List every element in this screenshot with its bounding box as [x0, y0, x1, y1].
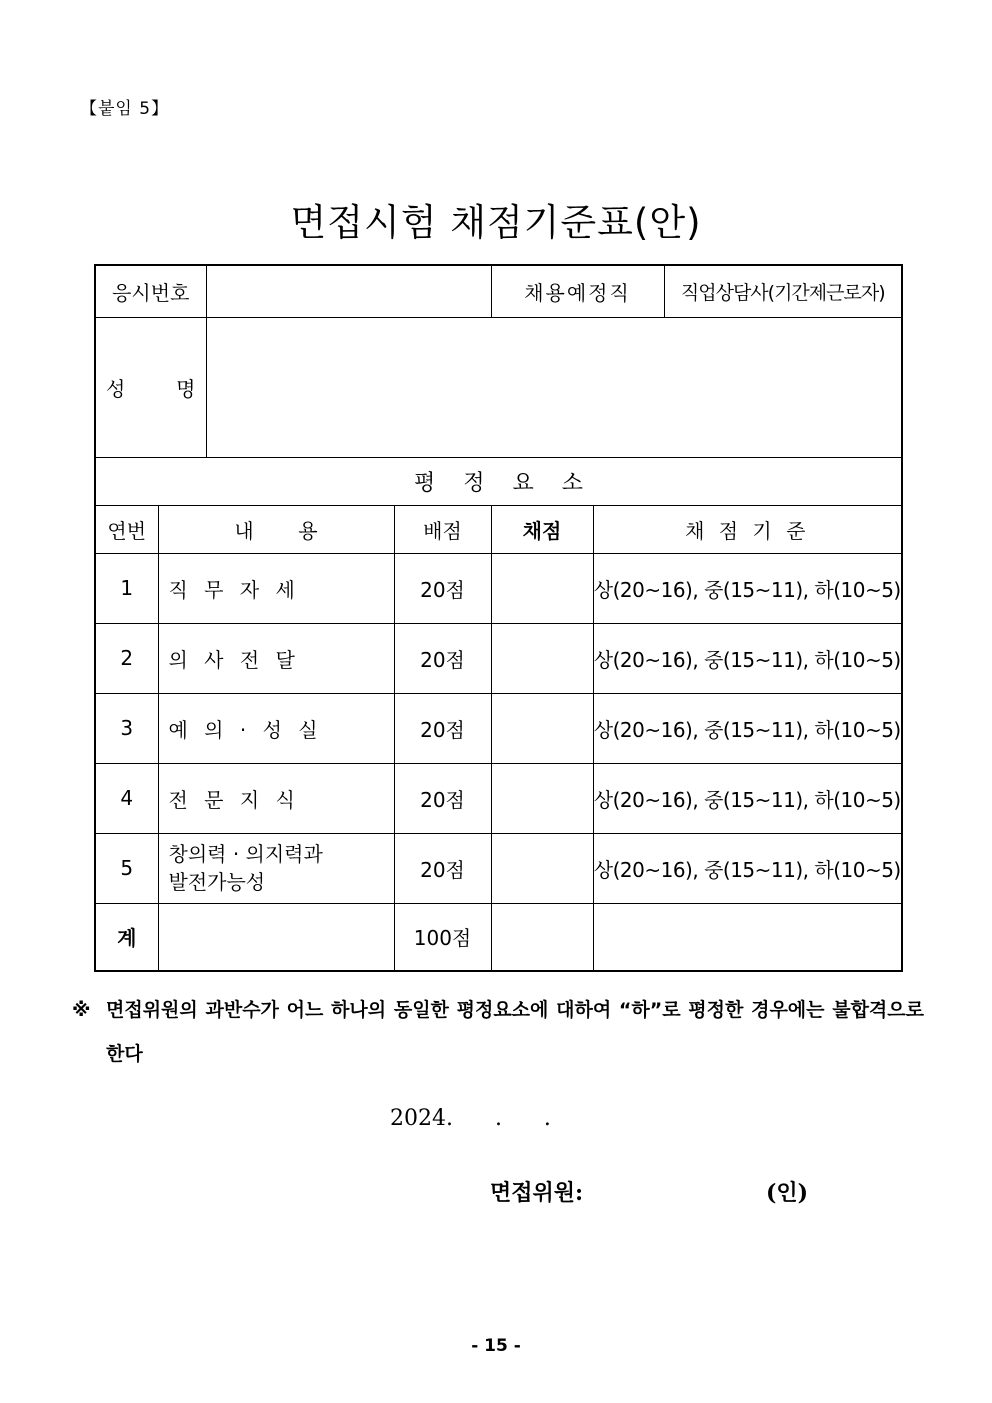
page-number: - 15 -	[471, 1336, 521, 1356]
total-points: 100점	[394, 903, 491, 971]
name-label	[95, 317, 206, 457]
table-row	[95, 623, 902, 693]
row-content: 직 무 자 세	[158, 553, 394, 623]
row-content: 의 사 전 달	[158, 623, 394, 693]
row-no: 5	[95, 833, 158, 903]
seal-label: (인)	[766, 1180, 809, 1206]
row-points: 20점	[394, 763, 491, 833]
row-score-field[interactable]	[491, 623, 593, 693]
name-label-first: 성	[106, 376, 126, 401]
row-score-field[interactable]	[491, 833, 593, 903]
section-title: 평 정 요 소	[95, 457, 902, 505]
row-criteria: 상(20~16), 중(15~11), 하(10~5)	[593, 623, 902, 693]
table-row	[95, 693, 902, 763]
row-content	[158, 833, 394, 903]
col-header-no: 연번	[95, 505, 158, 553]
attachment-label: 【붙임 5】	[80, 99, 170, 119]
col-header-criteria: 채 점 기 준	[593, 505, 902, 553]
row-points: 20점	[394, 623, 491, 693]
row-criteria: 상(20~16), 중(15~11), 하(10~5)	[593, 693, 902, 763]
row-content-line: 발전가능성	[168, 870, 266, 894]
row-content: 예 의 · 성 실	[158, 693, 394, 763]
name-label-second: 명	[176, 376, 196, 401]
row-no: 4	[95, 763, 158, 833]
col-header-points: 배점	[394, 505, 491, 553]
row-no: 2	[95, 623, 158, 693]
row-content-line: 창의력 · 의지력과	[168, 842, 323, 866]
row-no: 3	[95, 693, 158, 763]
total-content-cell	[158, 903, 394, 971]
row-no: 1	[95, 553, 158, 623]
col-header-content: 내 용	[158, 505, 394, 553]
row-score-field[interactable]	[491, 553, 593, 623]
row-points: 20점	[394, 553, 491, 623]
position-value: 직업상담사(기간제근로자)	[664, 265, 902, 317]
document-title: 면접시험 채점기준표(안)	[290, 201, 702, 244]
row-criteria: 상(20~16), 중(15~11), 하(10~5)	[593, 763, 902, 833]
table-row	[95, 763, 902, 833]
applicant-no-field[interactable]	[206, 265, 491, 317]
total-label: 계	[95, 903, 158, 971]
date-line: 2024. . .	[390, 1106, 551, 1131]
note-mark: ※	[72, 999, 91, 1021]
row-content: 전 문 지 식	[158, 763, 394, 833]
table-row	[95, 553, 902, 623]
total-row	[95, 903, 902, 971]
total-criteria-cell	[593, 903, 902, 971]
row-score-field[interactable]	[491, 763, 593, 833]
name-field[interactable]	[206, 317, 902, 457]
applicant-no-label: 응시번호	[95, 265, 206, 317]
total-score-field[interactable]	[491, 903, 593, 971]
row-score-field[interactable]	[491, 693, 593, 763]
table-row	[95, 833, 902, 903]
scoring-table	[94, 264, 903, 972]
position-label: 채용예정직	[491, 265, 664, 317]
row-criteria: 상(20~16), 중(15~11), 하(10~5)	[593, 833, 902, 903]
col-header-score: 채점	[491, 505, 593, 553]
note-text: 면접위원의 과반수가 어느 하나의 동일한 평정요소에 대하여 “하”로 평정한 경우에는 불합격으로 한다	[106, 999, 924, 1065]
row-points: 20점	[394, 833, 491, 903]
row-points: 20점	[394, 693, 491, 763]
note	[72, 988, 924, 1076]
row-criteria: 상(20~16), 중(15~11), 하(10~5)	[593, 553, 902, 623]
signature-label: 면접위원:	[490, 1180, 584, 1206]
